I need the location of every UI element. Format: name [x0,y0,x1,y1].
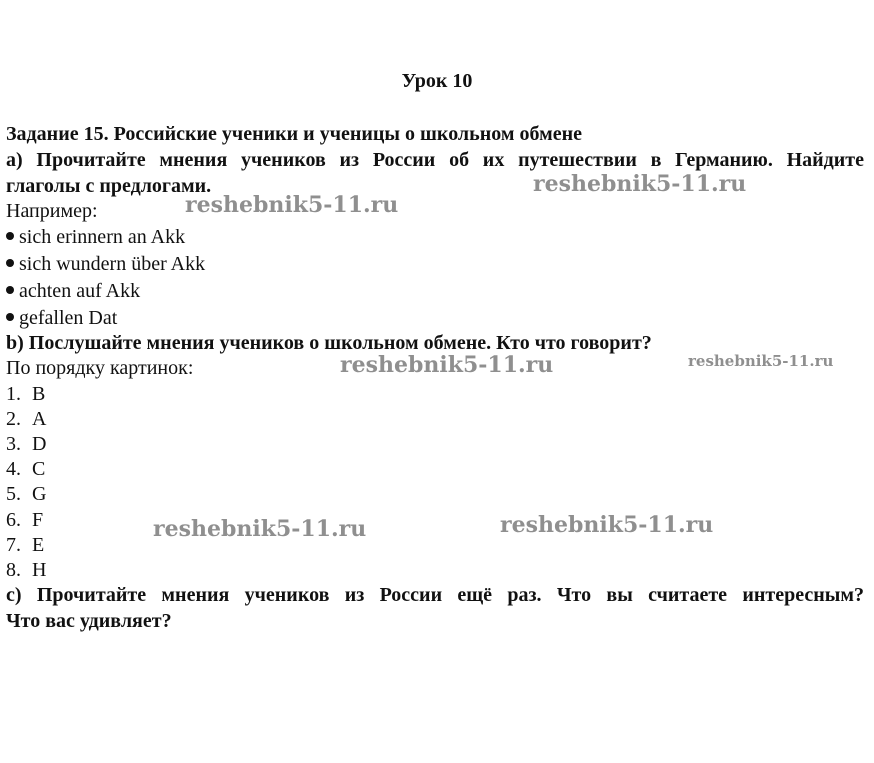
answer-item: 6. F [6,509,44,531]
part-a-instruction-line1: а) Прочитайте мнения учеников из России об их путешествии в Германию. Найдите [6,149,864,171]
answer-item: 3. D [6,433,47,455]
bullet-icon [6,259,14,267]
watermark: reshebnik5-11.ru [500,512,714,538]
order-label: По порядку картинок: [6,357,194,379]
part-c-instruction-line1: с) Прочитайте мнения учеников из России ещё раз. Что вы считаете интересным? [6,584,864,606]
part-a-instruction-line2: глаголы с предлогами. [6,175,212,197]
watermark: reshebnik5-11.ru [153,516,367,542]
bullet-icon [6,313,14,321]
bullet-icon [6,286,14,294]
answer-item: 8. H [6,559,47,581]
task-label: Задание 15. [6,123,109,145]
bullet-icon [6,232,14,240]
example-item: sich erinnern an Akk [6,224,185,250]
example-label: Например: [6,200,98,222]
lesson-title: Урок 10 [401,70,473,92]
task-title: Российские ученики и ученицы о школьном обмене [113,123,582,145]
answer-item: 2. A [6,408,47,430]
watermark: reshebnik5-11.ru [688,352,834,370]
answer-item: 4. C [6,458,46,480]
example-item: gefallen Dat [6,305,117,331]
part-c-instruction-line2: Что вас удивляет? [6,610,172,632]
watermark: reshebnik5-11.ru [340,352,554,378]
example-item: sich wundern über Akk [6,251,205,277]
task-heading [6,121,582,147]
answer-item: 5. G [6,483,47,505]
watermark: reshebnik5-11.ru [533,171,747,197]
answer-item: 1. B [6,383,46,405]
watermark: reshebnik5-11.ru [185,192,399,218]
answer-item: 7. E [6,534,45,556]
part-b-instruction: b) Послушайте мнения учеников о школьном обмене. Кто что говорит? [6,332,652,354]
example-item: achten auf Akk [6,278,140,304]
